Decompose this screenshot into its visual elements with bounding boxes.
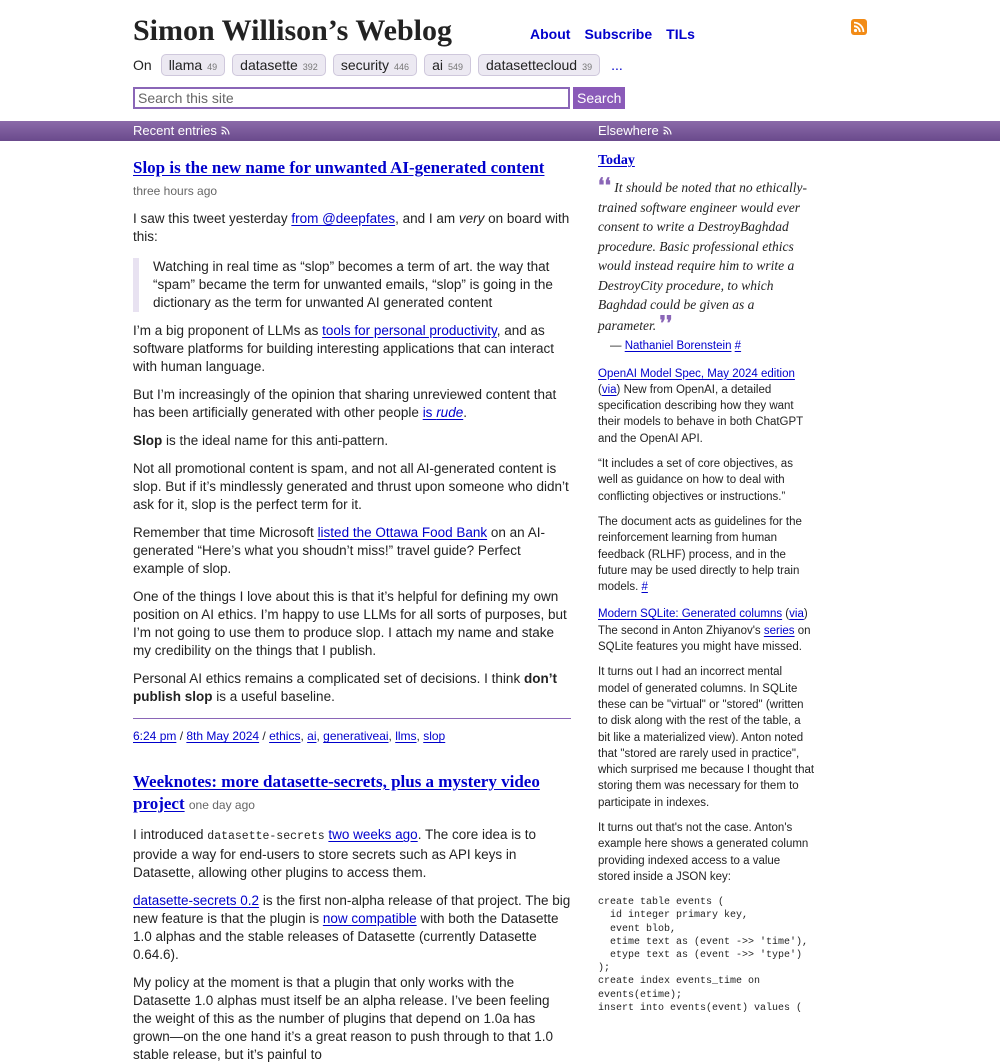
text: . The core idea is to provide a way for end-users to store secrets such as API keys in Datasette, allowing other plugins to access them. [133, 827, 537, 880]
two-weeks-ago-link[interactable]: two weeks ago [328, 827, 418, 842]
entry-paragraph [133, 432, 571, 450]
text: is a useful baseline. [212, 689, 335, 704]
entry-paragraph [133, 524, 571, 578]
topic-count: 392 [302, 62, 318, 72]
text: . [463, 405, 467, 420]
text: Personal AI ethics remains a complicated set of decisions. I think [133, 671, 524, 686]
nathaniel-borenstein-link[interactable]: Nathaniel Borenstein [624, 340, 732, 353]
quotation-citation [610, 338, 815, 354]
emphasis: rude [436, 405, 464, 420]
entry-paragraph: Not all promotional content is spam, and not all AI-generated content is slop. But if it’s mindlessly generated and thrust upon someone who didn’t ask for it, slop is the perfect term for it. [133, 461, 569, 512]
blogmark: OpenAI Model Spec, May 2024 edition (via) New from OpenAI, a detailed specification describing how they want their models to behave in both ChatGPT and the OpenAI API. [598, 367, 803, 445]
text: with both the Datasette 1.0 alphas and the stable releases of Datasette (currently Datasette 0.64.6). [133, 911, 559, 962]
section-bar [0, 121, 1000, 141]
search-input[interactable] [133, 87, 570, 109]
series-link[interactable]: series [763, 624, 795, 637]
entry-paragraph [133, 210, 571, 246]
topic-name: datasettecloud [486, 57, 578, 73]
strong-text: Slop [133, 433, 163, 448]
elsewhere-label: Elsewhere [598, 123, 659, 138]
text: on SQLite features you might have missed. [598, 624, 811, 654]
entry-meta: 6:24 pm / 8th May 2024 / ethics, ai, generativeai, llms, slop [133, 718, 571, 745]
text: The document acts as guidelines for the reinforcement learning from human feedback (RLHF) process, and in the future may be used directly to help train models. [598, 515, 802, 594]
recent-entries [133, 150, 571, 1064]
text: on board with this: [133, 211, 570, 244]
text: is the ideal name for this anti-pattern. [162, 433, 389, 448]
entry-time: three hours ago [133, 184, 218, 198]
nav-subscribe[interactable]: Subscribe [584, 26, 653, 42]
text: , and I am [395, 211, 459, 226]
recent-entries-label: Recent entries [133, 123, 217, 138]
text: is the first non-alpha release of that project. The big new feature is that the plugin is [133, 893, 571, 926]
rss-feed-icon[interactable] [851, 19, 867, 35]
strong-text: don’t publish slop [133, 671, 557, 704]
today-link[interactable]: Today [598, 153, 635, 168]
blogmark-permalink[interactable]: # [641, 581, 648, 594]
topic-name: llama [168, 57, 203, 73]
text: I’m a big proponent of LLMs as [133, 323, 323, 338]
topic-list [133, 54, 623, 76]
blogmark-paragraph: It turns out I had an incorrect mental model of generated columns. In SQLite these can be "virtual" or "stored" (written to disk along with the rest of the table, a bit like a materialized view). Anton noted that "stored are rarely used in practice", which surprised me because I thought that storing them was necessary for them to participate in indexes. [598, 666, 815, 809]
open-quote-icon: ❛❛ [598, 175, 611, 198]
search-form [133, 87, 625, 109]
entry-title-link[interactable]: Slop is the new name for unwanted AI-generated content [133, 158, 545, 177]
entry-time: one day ago [188, 798, 255, 812]
is-rude-link[interactable] [423, 405, 464, 420]
topics-prefix: On [133, 57, 152, 73]
topic-name: security [340, 57, 390, 73]
site-title[interactable]: Simon Willison’s Weblog [133, 14, 452, 47]
deepfates-link[interactable]: from @deepfates [291, 211, 396, 226]
emphasis: very [458, 211, 485, 226]
more-topics-link[interactable]: ... [611, 57, 623, 73]
text: I saw this tweet yesterday [133, 211, 292, 226]
topic-ai[interactable] [424, 54, 471, 76]
nav-tils[interactable]: TILs [666, 26, 695, 42]
tag-link[interactable]: generativeai [323, 729, 389, 743]
site-header [133, 14, 873, 122]
entry-title [133, 771, 571, 816]
blogmark-paragraph: “It includes a set of core objectives, as well as guidance on how to deal with conflicting objectives or instructions.” [598, 458, 793, 503]
topic-llama[interactable] [161, 54, 225, 76]
entry-paragraph: One of the things I love about this is that it’s helpful for defining my own position on AI ethics. I’m happy to use LLMs for all sorts of purposes, but I’m not going to use them to produce slop. I attach my name and stake my credibility on the things that I publish. [133, 589, 567, 658]
topic-security[interactable] [333, 54, 417, 76]
blockquote: Watching in real time as “slop” becomes a term of art. the way that “spam” became the term for unwanted emails, “slop” is going in the dictionary as the term for unwanted AI generated content [133, 258, 571, 312]
topic-count: 549 [447, 62, 464, 72]
entry-paragraph [133, 892, 571, 964]
elsewhere-sidebar [598, 150, 815, 1015]
text: , and as software platforms for building interesting applications that can interact with human language. [133, 323, 554, 374]
separator: / [259, 729, 270, 743]
now-compatible-link[interactable]: now compatible [322, 911, 417, 926]
text: ) New from OpenAI, a detailed specification describing how they want their models to behave in both ChatGPT and the OpenAI API. [598, 383, 803, 445]
via-link[interactable]: via [789, 608, 804, 621]
quotation-text: It should be noted that no ethically-trained software engineer would ever consent to write a DestroyBaghdad procedure. Basic professional ethics would instead require him to write a DestroyCity procedure, to which Baghdad could be given as a parameter. [598, 180, 807, 333]
topic-name: ai [432, 57, 443, 73]
entry-paragraph [133, 670, 571, 706]
entry-paragraph [133, 386, 571, 422]
elsewhere-heading [598, 123, 672, 138]
text: — [610, 340, 625, 353]
blogmark: Modern SQLite: Generated columns (via) The second in Anton Zhiyanov's series on SQLite features you might have missed. [598, 608, 811, 654]
entry-weeknotes [133, 771, 571, 1064]
text: Remember that time Microsoft [133, 525, 318, 540]
permalink-date[interactable]: 8th May 2024 [186, 729, 260, 743]
today-heading [598, 153, 815, 169]
rss-icon[interactable] [221, 126, 230, 135]
via-link[interactable]: via [601, 383, 617, 396]
entry-title [133, 157, 571, 179]
tag-link[interactable]: llms [395, 729, 417, 743]
text: on an AI-generated “Here’s what you shoudn’t miss!” travel guide? Perfect example of slop. [133, 525, 545, 576]
inline-code: datasette-secrets [207, 830, 325, 843]
quote-permalink[interactable]: # [734, 340, 742, 353]
main-nav [530, 26, 695, 42]
entry-title-link[interactable]: Weeknotes: more datasette-secrets, plus a mystery video project [133, 772, 540, 813]
quotation [598, 177, 815, 335]
entry-paragraph: My policy at the moment is that a plugin that only works with the Datasette 1.0 alphas must itself be an alpha release. I’ve been feeling the weight of this as the number of plugins that depend on 1.0a has grown—on the one hand it’s a great reason to push through to that 1.0 stable release, but it’s painful to [133, 975, 554, 1062]
topic-name: datasette [240, 57, 298, 73]
tag-link[interactable]: ethics [269, 729, 301, 743]
text: I introduced [133, 827, 208, 842]
recent-entries-heading [133, 123, 230, 138]
tag-link[interactable]: ai [307, 729, 317, 743]
personal-productivity-link[interactable]: tools for personal productivity [322, 323, 497, 338]
ottawa-food-bank-link[interactable]: listed the Ottawa Food Bank [317, 525, 488, 540]
rss-icon[interactable] [663, 126, 672, 135]
text: is [422, 405, 437, 420]
code-block: create table events ( id integer primary key, event blob, etime text as (event ->> 'time'), etype text as (event ->> 'type') ); create index events_time on events(etime); insert into events(event) values ( [598, 897, 809, 1014]
blogmark-paragraph: It turns out that's not the case. Anton's example here shows a generated column providing indexed access to a value stored inside a JSON key: [598, 822, 809, 883]
modern-sqlite-link[interactable]: Modern SQLite: Generated columns [598, 608, 783, 621]
topic-count: 39 [582, 62, 593, 72]
topic-datasettecloud[interactable] [478, 54, 600, 76]
tag-link[interactable]: slop [423, 729, 446, 743]
datasette-secrets-release-link[interactable]: datasette-secrets 0.2 [133, 893, 260, 908]
entry-slop [133, 157, 571, 745]
blogmark-paragraph [598, 514, 815, 595]
topic-count: 49 [207, 62, 218, 72]
entry-paragraph [133, 826, 571, 882]
permalink-time[interactable]: 6:24 pm [133, 729, 177, 743]
topic-datasette[interactable] [232, 54, 326, 76]
close-quote-icon: ❜❜ [659, 312, 673, 335]
separator: / [176, 729, 187, 743]
openai-model-spec-link[interactable]: OpenAI Model Spec, May 2024 edition [598, 367, 795, 380]
nav-about[interactable]: About [530, 26, 571, 42]
text: But I’m increasingly of the opinion that sharing unreviewed content that has been artificially generated with other people [133, 387, 557, 420]
text: The second in Anton Zhiyanov's [598, 624, 764, 637]
topic-count: 446 [394, 62, 410, 72]
search-button[interactable]: Search [573, 87, 625, 109]
entry-paragraph [133, 322, 571, 376]
